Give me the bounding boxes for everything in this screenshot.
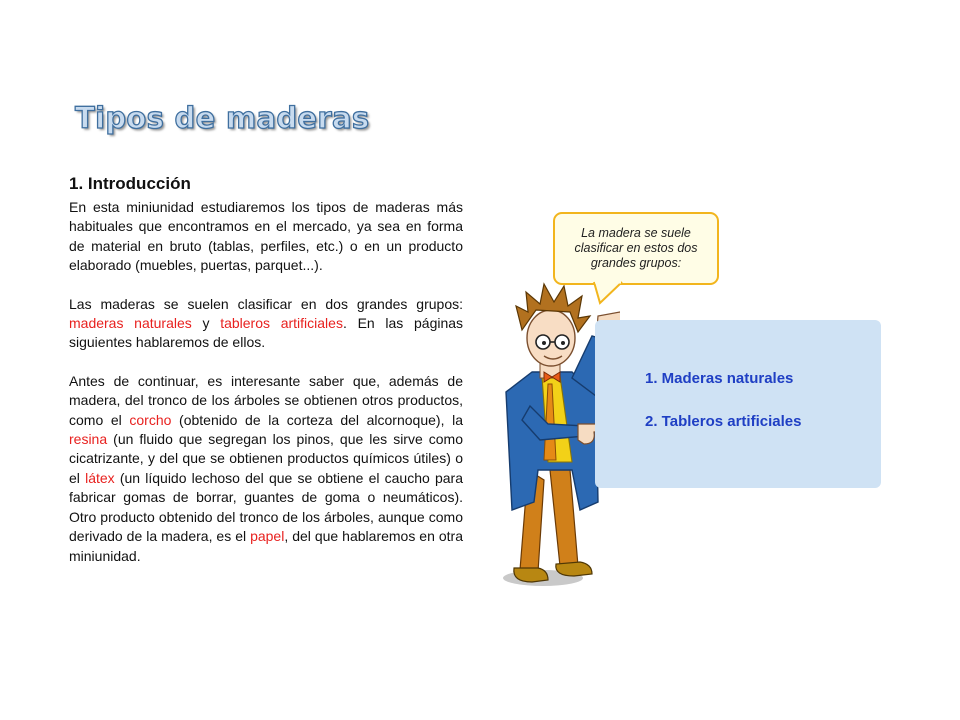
text-run: , del que hablaremos en otra miniunidad. — [69, 528, 463, 564]
panel-item-tableros-artificiales: 2. Tableros artificiales — [645, 413, 802, 430]
highlight-corcho: corcho — [129, 411, 172, 428]
highlight-tableros-artificiales: tableros artificiales — [220, 315, 343, 332]
text-run: . En las páginas siguientes hablaremos de ellos. — [69, 315, 464, 351]
paragraph-2 — [69, 295, 463, 353]
highlight-maderas-naturales: maderas naturales — [69, 315, 192, 332]
page-title: Tipos de maderas — [75, 101, 370, 135]
highlight-latex: látex — [85, 469, 115, 486]
speech-bubble-tail — [590, 281, 630, 305]
paragraph-3 — [69, 372, 463, 566]
text-run: (un líquido lechoso del que se obtiene el caucho para fabricar gomas de borrar, guantes de goma o neumáticos). Otro producto obtenido del tronco de los árboles, aunque como derivado de la madera, es el — [69, 469, 463, 545]
classification-panel — [595, 320, 881, 488]
highlight-resina: resina — [69, 431, 108, 448]
paragraph-1: En esta miniunidad estudiaremos los tipos de maderas más habituales que encontramos en el mercado, ya sea en forma de material en bruto (tablas, perfiles, etc.) o en un producto elaborado (muebles, puertas, parquet...). — [69, 199, 463, 274]
text-run: y — [191, 315, 221, 332]
speech-bubble: La madera se suele clasificar en estos dos grandes grupos: — [553, 212, 719, 285]
text-run: (un fluido que segregan los pinos, que les sirve como cicatrizante, y del que se obtienen productos químicos útiles) o el — [69, 431, 463, 486]
highlight-papel: papel — [250, 528, 285, 545]
body-text — [69, 198, 463, 585]
panel-item-maderas-naturales: 1. Maderas naturales — [645, 370, 794, 387]
section-heading: 1. Introducción — [69, 174, 191, 193]
text-run: (obtenido de la corteza del alcornoque), la — [171, 411, 463, 428]
text-run: Antes de continuar, es interesante saber que, además de madera, del tronco de los árboles se obtienen otros productos, como el — [69, 372, 463, 428]
text-run: Las maderas se suelen clasificar en dos grandes grupos: — [69, 295, 463, 312]
